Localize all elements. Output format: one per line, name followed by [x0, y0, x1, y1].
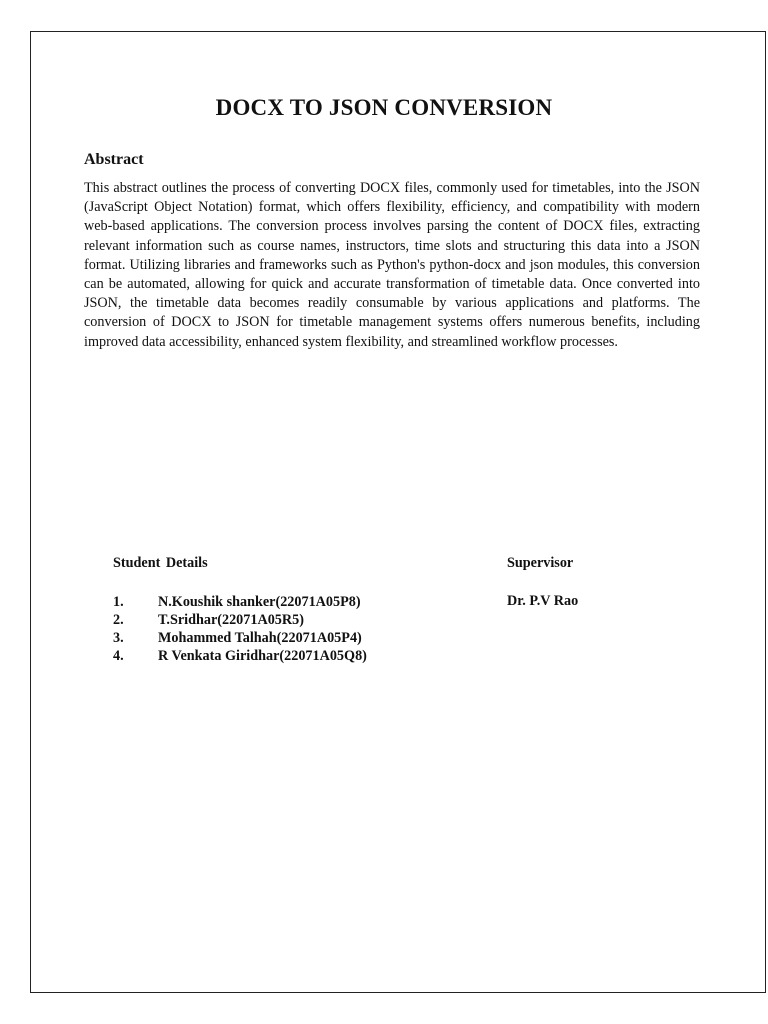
student-number: 2.	[113, 612, 124, 628]
student-name: N.Koushik shanker(22071A05P8)	[158, 594, 361, 610]
student-name: Mohammed Talhah(22071A05P4)	[158, 630, 362, 646]
student-name: T.Sridhar(22071A05R5)	[158, 612, 304, 628]
student-list-item	[113, 611, 367, 629]
student-list-item	[113, 593, 367, 611]
student-list-item	[113, 629, 367, 647]
abstract-heading: Abstract	[84, 151, 144, 168]
document-title: DOCX TO JSON CONVERSION	[215, 95, 553, 120]
supervisor-name: Dr. P.V Rao	[507, 593, 579, 609]
student-list	[113, 593, 367, 665]
student-list-item	[113, 647, 367, 665]
supervisor-heading: Supervisor	[507, 555, 574, 571]
student-details-heading: Student Details	[113, 555, 208, 571]
student-number: 3.	[113, 630, 124, 646]
page-border	[30, 31, 766, 993]
abstract-paragraph: This abstract outlines the process of converting DOCX files, commonly used for timetables, into the JSON (JavaScript Object Notation) format, which offers flexibility, efficiency, and compatibility with modern web-based applications. The conversion process involves parsing the content of DOCX files, extracting relevant information such as course names, instructors, time slots and structuring this data into a JSON format. Utilizing libraries and frameworks such as Python's python-docx and json modules, this conversion can be automated, allowing for quick and accurate transformation of timetable data. Once converted into JSON, the timetable data becomes readily consumable by various applications and platforms. The conversion of DOCX to JSON for timetable management systems offers numerous benefits, including improved data accessibility, enhanced system flexibility, and streamlined workflow processes.	[84, 180, 700, 350]
student-number: 1.	[113, 594, 124, 610]
student-name: R Venkata Giridhar(22071A05Q8)	[158, 648, 367, 664]
student-number: 4.	[113, 648, 124, 664]
